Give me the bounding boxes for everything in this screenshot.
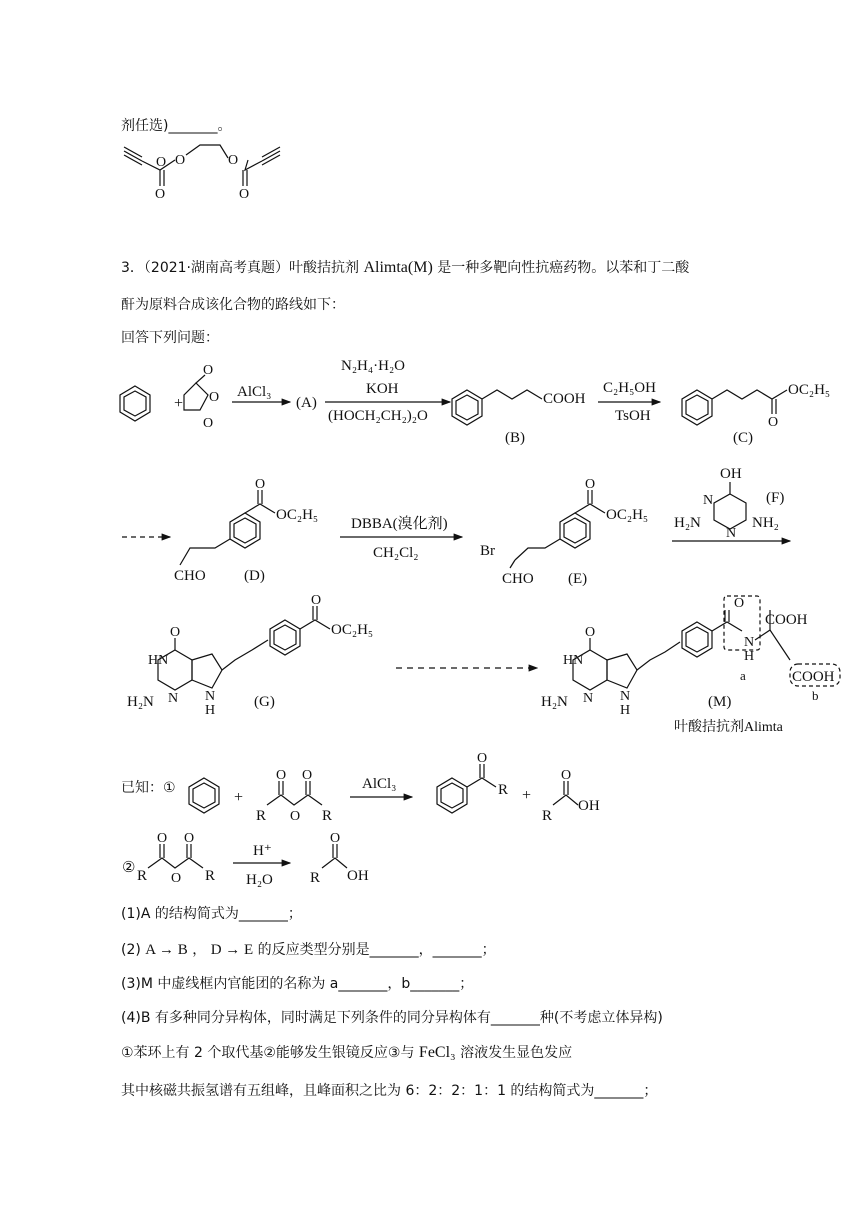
q4-conditions-a: ①苯环上有 2 个取代基②能够发生银镜反应③与 — [121, 1045, 415, 1061]
known2-o1: O — [157, 831, 168, 846]
compound-g-label: (G) — [254, 694, 275, 710]
question-header-formula: Alimta(M) — [363, 259, 433, 276]
anhydride-o3: O — [203, 416, 214, 431]
known1-plus-1: + — [234, 789, 244, 806]
anhydride-o1: O — [203, 363, 214, 378]
question-1: (1)A 的结构简式为_______； — [121, 906, 302, 922]
step-de-bottom: CH₂Cl₂ — [373, 545, 419, 561]
compound-m-h2n: H₂N — [541, 694, 568, 710]
q2-prefix: (2) — [121, 942, 141, 958]
compound-b-cooh: COOH — [543, 391, 586, 407]
compound-g-h2n: H₂N — [127, 694, 154, 710]
step2-reagent-top: N₂H₄·H₂O — [341, 358, 406, 374]
compound-m-amide-h: H — [744, 649, 755, 664]
q2-suffix: 的反应类型分别是_______，_______； — [257, 942, 496, 958]
known1-acid-oh: OH — [578, 798, 600, 814]
compound-g-nh-h: H — [205, 703, 216, 718]
box-b-label: b — [812, 688, 819, 703]
compound-f-oh: OH — [720, 466, 742, 482]
compound-e-br: Br — [480, 543, 495, 559]
known2-product-oh: OH — [347, 868, 369, 884]
q2-de: D → E — [210, 942, 254, 958]
known1-acid-r: R — [542, 808, 553, 824]
diester-o1: O — [156, 155, 167, 170]
answer-prompt: 回答下列问题： — [121, 330, 219, 346]
step1-reagent: AlCl₃ — [237, 384, 272, 400]
compound-e-structure — [510, 490, 605, 568]
q2-ab: A → B — [145, 942, 188, 958]
compound-d-o: O — [255, 477, 266, 492]
compound-c-label: (C) — [733, 430, 753, 446]
known1-o3: O — [290, 809, 301, 824]
known2-product-r: R — [310, 870, 321, 886]
compound-g-o: O — [170, 625, 181, 640]
known2-reagent-top: H⁺ — [253, 843, 272, 859]
diester-o3: O — [155, 187, 166, 202]
compound-f-n2: N — [726, 526, 737, 541]
compound-e-ester: OC₂H₅ — [606, 507, 649, 523]
question-header-rest: 是一种多靶向性抗癌药物。以苯和丁二酸 — [437, 260, 690, 276]
compound-f-h2n: H₂N — [674, 515, 701, 531]
compound-f-label: (F) — [766, 490, 785, 506]
diester-o5: O — [239, 187, 250, 202]
compound-m-hn: HN — [563, 653, 584, 668]
known1-reagent: AlCl₃ — [362, 776, 397, 792]
known2-r1: R — [137, 868, 148, 884]
anhydride-o2: O — [209, 390, 220, 405]
compound-c-ester: OC₂H₅ — [788, 382, 831, 398]
compound-b-label: (B) — [505, 430, 525, 446]
compound-m-amide-n: N — [744, 635, 755, 650]
compound-g-structure — [158, 606, 330, 690]
known1-o1: O — [276, 768, 287, 783]
step3-reagent-bottom: TsOH — [615, 408, 651, 424]
compound-m-nh-h: H — [620, 703, 631, 718]
benzene-structure — [120, 386, 150, 421]
known2-structures — [148, 844, 347, 868]
compound-g-n: N — [168, 691, 179, 706]
diester-structure — [124, 145, 280, 186]
question-4: (4)B 有多种同分异构体，同时满足下列条件的同分异构体有_______种(不考虑立体异构) — [121, 1010, 663, 1026]
plus-1: + — [174, 395, 184, 412]
step3-reagent-top: C₂H₅OH — [603, 380, 656, 396]
question-header-prefix: 3．（2021·湖南高考真题）叶酸拮抗剂 — [121, 260, 359, 276]
compound-a-label: (A) — [296, 395, 317, 411]
compound-d-structure — [180, 490, 275, 565]
compound-g-nh-n: N — [205, 689, 216, 704]
compound-d-cho: CHO — [174, 568, 206, 584]
known2-o2: O — [184, 831, 195, 846]
known2-o3: O — [171, 871, 182, 886]
known1-product-o: O — [477, 751, 488, 766]
known2-label: ② — [122, 860, 136, 876]
step-de-top: DBBA(溴化剂) — [351, 516, 448, 532]
step2-reagent-bottom: (HOCH₂CH₂)₂O — [328, 408, 428, 424]
compound-e-cho: CHO — [502, 571, 534, 587]
compound-m-n: N — [583, 691, 594, 706]
compound-m-caption: 叶酸拮抗剂Alimta — [674, 720, 783, 735]
compound-f-structure — [714, 482, 746, 529]
q4-formula: FeCl₃ — [418, 1044, 456, 1061]
q2-sep: ， — [192, 942, 207, 958]
known1-acid-o: O — [561, 768, 572, 783]
compound-f-n1: N — [703, 493, 714, 508]
known-label: 已知：① — [121, 780, 176, 796]
q4-conditions-b: 溶液发生显色发应 — [460, 1045, 573, 1061]
compound-g-o2: O — [311, 593, 322, 608]
known1-r1: R — [256, 808, 267, 824]
question-4-nmr: 其中核磁共振氢谱有五组峰，且峰面积之比为 6：2：2：1：1 的结构简式为_______； — [121, 1083, 658, 1099]
box-a-label: a — [740, 668, 746, 683]
compound-m-cooh2: COOH — [792, 669, 835, 685]
compound-e-o: O — [585, 477, 596, 492]
compound-g-hn: HN — [148, 653, 169, 668]
compound-d-ester: OC₂H₅ — [276, 507, 319, 523]
known1-r2: R — [322, 808, 333, 824]
step2-reagent-mid: KOH — [366, 381, 399, 397]
compound-m-o: O — [585, 625, 596, 640]
known1-plus-2: + — [522, 787, 532, 804]
diester-o4: O — [228, 153, 239, 168]
intro-line: 剂任选)_______。 — [121, 118, 232, 134]
known2-product-o: O — [330, 831, 341, 846]
known1-product-r: R — [498, 782, 509, 798]
known2-reagent-bottom: H₂O — [246, 872, 273, 888]
compound-m-o2: O — [734, 596, 745, 611]
compound-m-cooh1: COOH — [765, 612, 808, 628]
compound-d-label: (D) — [244, 568, 265, 584]
diester-o2: O — [175, 153, 186, 168]
known1-o2: O — [302, 768, 313, 783]
compound-m-nh-n: N — [620, 689, 631, 704]
compound-f-nh2: NH₂ — [752, 515, 779, 531]
compound-g-ester: OC₂H₅ — [331, 622, 374, 638]
compound-b-structure — [452, 390, 542, 425]
compound-m-label: (M) — [708, 694, 732, 710]
succinic-anhydride-structure — [184, 375, 208, 410]
question-3: (3)M 中虚线框内官能团的名称为 a_______，b_______； — [121, 976, 474, 992]
question-header-line2: 酐为原料合成该化合物的路线如下： — [121, 297, 345, 313]
known2-r2: R — [205, 868, 216, 884]
compound-e-label: (E) — [568, 571, 588, 587]
compound-c-o: O — [768, 415, 779, 430]
